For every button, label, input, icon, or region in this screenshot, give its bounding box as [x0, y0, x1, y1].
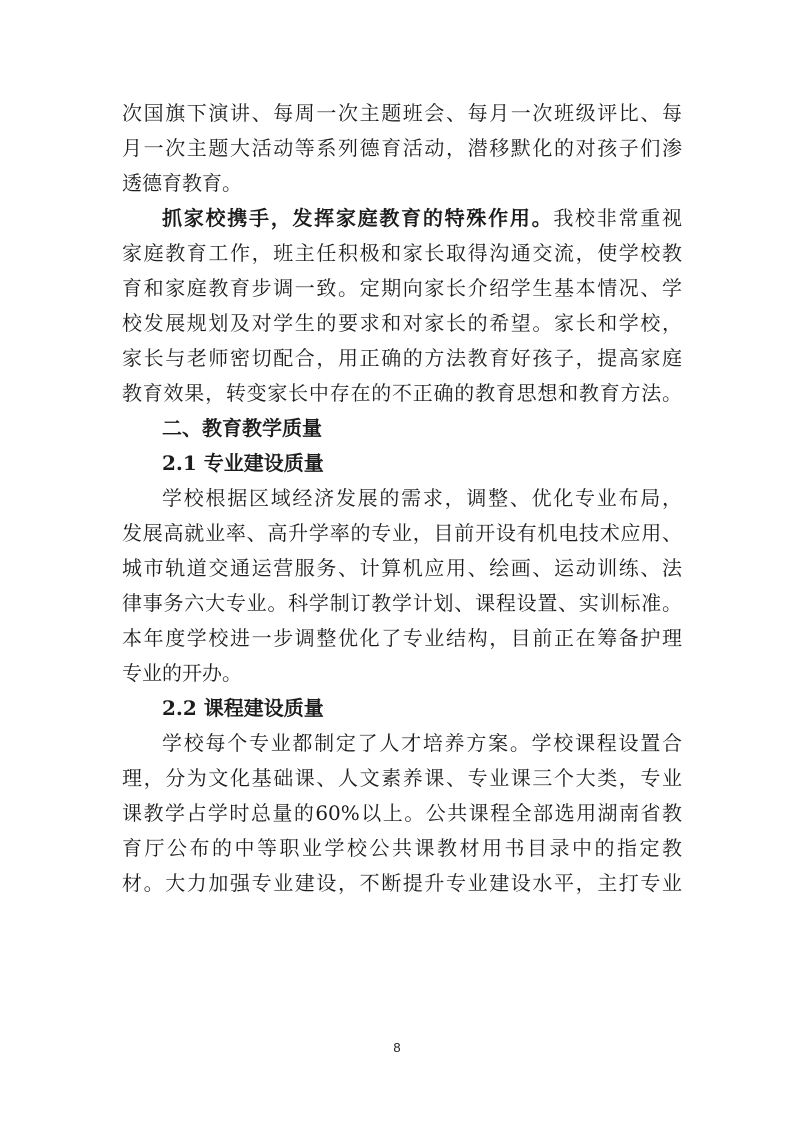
- text-line: 发展高就业率、高升学率的专业，目前开设有机电技术应用、: [122, 521, 682, 545]
- text-line: 理，分为文化基础课、人文素养课、专业课三个大类，专业: [122, 766, 682, 790]
- subsection-heading: 2.1 专业建设质量: [162, 451, 324, 475]
- text-line: [122, 201, 682, 236]
- text-line: 律事务六大专业。科学制订教学计划、课程设置、实训标准。: [122, 591, 682, 615]
- text-line: 本年度学校进一步调整优化了专业结构，目前正在筹备护理: [122, 626, 682, 650]
- text-line: 课教学占学时总量的60%以上。公共课程全部选用湖南省教: [122, 801, 682, 825]
- section-heading: 二、教育教学质量: [162, 416, 322, 440]
- text-run: 我校非常重视: [553, 206, 683, 230]
- text-line: 材。大力加强专业建设，不断提升专业建设水平，主打专业: [122, 871, 682, 895]
- text-line: 专业的开办。: [122, 661, 242, 685]
- page-number: 8: [393, 1040, 401, 1055]
- text-line: 教育效果，转变家长中存在的不正确的教育思想和教育方法。: [122, 381, 682, 405]
- text-line: 家长与老师密切配合，用正确的方法教育好孩子，提高家庭: [122, 346, 682, 370]
- document-body: [122, 96, 682, 901]
- text-line: 校发展规划及对学生的要求和对家长的希望。家长和学校，: [122, 311, 682, 335]
- text-line: 学校每个专业都制定了人才培养方案。学校课程设置合: [162, 731, 682, 755]
- subsection-heading: 2.2 课程建设质量: [162, 696, 324, 720]
- text-line: 育厅公布的中等职业学校公共课教材用书目录中的指定教: [122, 836, 682, 860]
- text-line: 城市轨道交通运营服务、计算机应用、绘画、运动训练、法: [122, 556, 682, 580]
- text-line: 透德育教育。: [122, 171, 242, 195]
- text-line: 学校根据区域经济发展的需求，调整、优化专业布局，: [162, 486, 682, 510]
- text-line: 育和家庭教育步调一致。定期向家长介绍学生基本情况、学: [122, 276, 682, 300]
- text-line: 次国旗下演讲、每周一次主题班会、每月一次班级评比、每: [122, 101, 682, 125]
- text-line: 月一次主题大活动等系列德育活动，潜移默化的对孩子们渗: [122, 136, 682, 160]
- text-line: 家庭教育工作，班主任积极和家长取得沟通交流，使学校教: [122, 241, 682, 265]
- bold-lead-sentence: 抓家校携手，发挥家庭教育的特殊作用。: [162, 206, 554, 230]
